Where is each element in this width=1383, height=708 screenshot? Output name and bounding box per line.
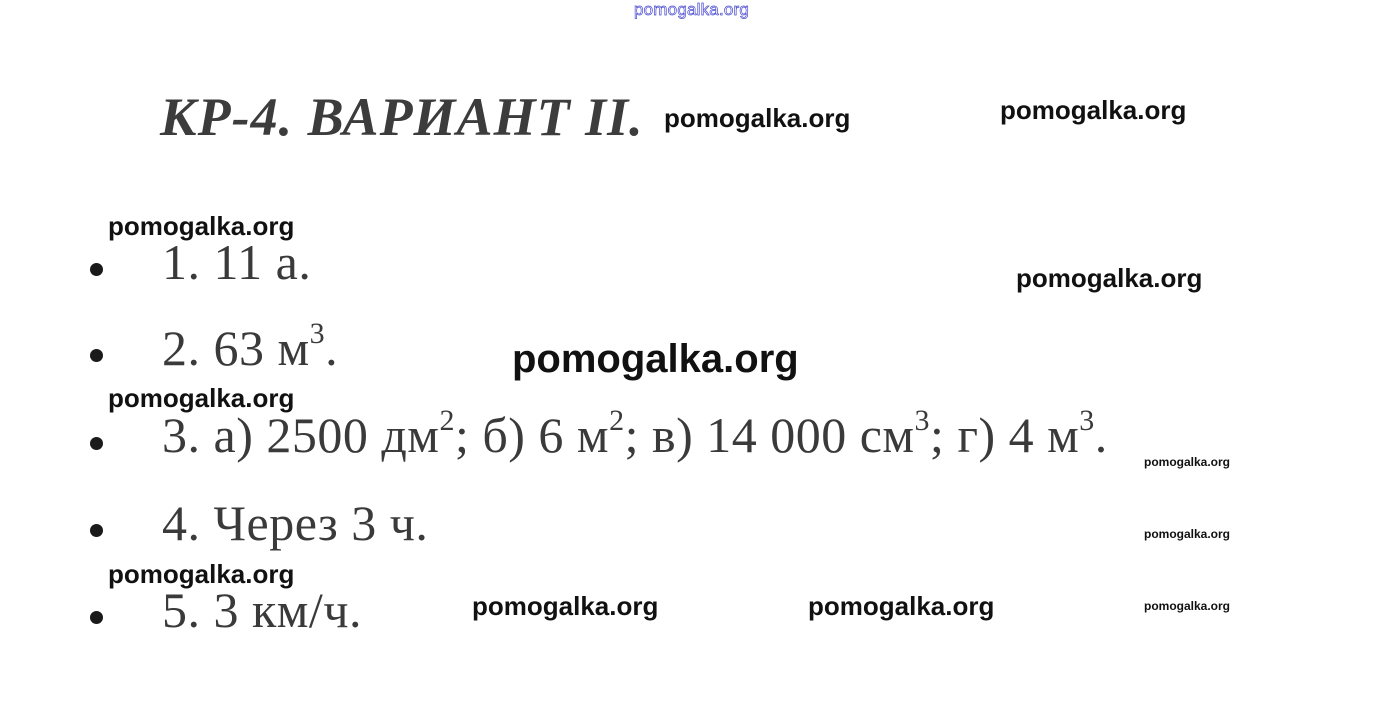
- watermark: pomogalka.org: [1000, 95, 1187, 125]
- page-title: КР-4. ВАРИАНТ II.: [160, 87, 644, 147]
- watermark: pomogalka.org: [664, 103, 851, 133]
- answer-5: 5. 3 км/ч.: [162, 582, 362, 638]
- header-watermark: pomogalka.org: [634, 0, 750, 19]
- answer-1: 1. 11 а.: [162, 234, 312, 290]
- answer-2: 2. 63 $м^3$.: [162, 317, 339, 376]
- bullet: [90, 524, 103, 537]
- watermark: pomogalka.org: [108, 211, 295, 241]
- answer-4: 4. Через 3 ч.: [162, 495, 429, 551]
- watermark: pomogalka.org: [1016, 263, 1203, 293]
- bullet: [90, 611, 103, 624]
- answer-3: 3. а) 2500 $дм^2$; б) 6 $м^2$; в) 14 000 $см^3$; г) 4 $м^3$.: [162, 404, 1108, 463]
- watermark: pomogalka.org: [1144, 599, 1231, 613]
- watermark: pomogalka.org: [472, 591, 659, 621]
- bullet: [90, 263, 103, 276]
- watermark: pomogalka.org: [108, 559, 295, 589]
- watermark: pomogalka.org: [1144, 455, 1231, 469]
- watermark: pomogalka.org: [108, 383, 295, 413]
- bullet: [90, 437, 103, 450]
- watermark: pomogalka.org: [808, 591, 995, 621]
- watermark: pomogalka.org: [512, 337, 799, 381]
- watermark: pomogalka.org: [1144, 527, 1231, 541]
- bullet: [90, 349, 103, 362]
